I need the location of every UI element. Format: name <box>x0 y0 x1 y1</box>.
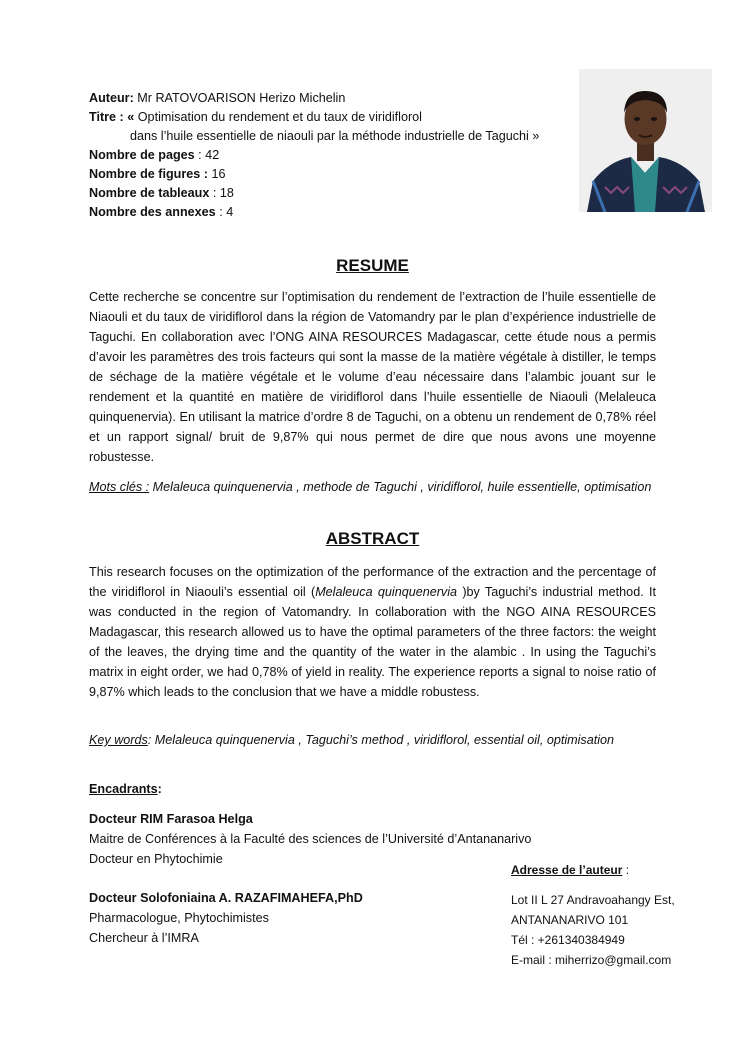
address-line-1: Lot II L 27 Andravoahangy Est, <box>511 893 675 907</box>
resume-keywords-text: Melaleuca quinquenervia , methode de Taguchi , viridiflorol, huile essentielle, optimisation <box>149 480 652 494</box>
encadrants-colon: : <box>157 782 162 796</box>
encadrants-heading <box>89 779 162 799</box>
author-label: Auteur: <box>89 91 134 105</box>
title-line <box>89 108 589 127</box>
supervisor-1-role: Maitre de Conférences à la Faculté des sciences de l’Université d’Antananarivo <box>89 832 532 846</box>
encadrants-title: Encadrants <box>89 782 158 796</box>
figures-label: Nombre de figures : <box>89 167 208 181</box>
pages-label: Nombre de pages <box>89 148 195 162</box>
address-title-suffix: : <box>622 863 630 877</box>
address-email: E-mail : miherrizo@gmail.com <box>511 953 672 967</box>
tables-line <box>89 184 589 203</box>
resume-heading: RESUME <box>336 256 409 275</box>
title-line-2: dans l’huile essentielle de niaouli par la méthode industrielle de Taguchi » <box>130 129 540 143</box>
pages-line <box>89 146 589 165</box>
abstract-heading: ABSTRACT <box>325 529 420 548</box>
abstract-keywords-text: : Melaleuca quinquenervia , Taguchi’s method , viridiflorol, essential oil, optimisation <box>147 733 615 747</box>
abstract-body-part-2: )by Taguchi’s industrial method. It was conducted in the region of Vatomandry. In collaboration with the NGO AINA RESOURCES Madagascar, this research allowed us to have the optimal parameters of the three factors: the weight of the leaves, the drying time and the quantity of the water in the alambic . In using the Taguchi’s matrix in eight order, we had 0,78% of yield in reality. The experience reports a signal to noise ratio of 9,87% which leads to the conclusion that we have a middle robustess. <box>89 585 656 699</box>
annexes-label: Nombre des annexes <box>89 205 216 219</box>
figures-value: 16 <box>207 167 226 181</box>
annexes-value: : 4 <box>215 205 234 219</box>
tables-label: Nombre de tableaux <box>89 186 210 200</box>
abstract-keywords-label: Key words <box>89 733 148 747</box>
abstract-body <box>89 562 656 702</box>
supervisor-1-title: Docteur en Phytochimie <box>89 852 223 866</box>
tables-value: : 18 <box>209 186 234 200</box>
address-line-2: ANTANANARIVO 101 <box>511 913 629 927</box>
author-address <box>511 890 711 970</box>
abstract-keywords <box>89 730 656 750</box>
author-line <box>89 89 589 108</box>
annexes-line <box>89 203 589 222</box>
address-phone: Tél : +261340384949 <box>511 933 625 947</box>
address-title: Adresse de l’auteur <box>511 863 623 877</box>
document-header <box>89 89 589 222</box>
supervisor-2-affiliation: Chercheur à l’IMRA <box>89 931 199 945</box>
resume-keywords <box>89 477 656 497</box>
author-portrait-image <box>579 69 712 212</box>
supervisor-2-role: Pharmacologue, Phytochimistes <box>89 911 269 925</box>
title-line-1: Optimisation du rendement et du taux de viridiflorol <box>134 110 422 124</box>
supervisor-1-name: Docteur RIM Farasoa Helga <box>89 812 253 826</box>
abstract-section <box>89 562 656 702</box>
resume-body: Cette recherche se concentre sur l’optimisation du rendement de l’extraction de l’huile essentielle de Niaouli et du taux de viridiflorol dans la région de Vatomandry par le plan d’expérience industrielle de Taguchi. En collaboration avec l’ONG AINA RESOURCES Madagascar, cette étude nous a permis d’avoir les paramètres des trois facteurs qui sont la masse de la matière végétale à distiller, le temps de séchage de la matière végétale et le volume d’eau nécessaire dans l’alambic jouant sur le rendement et la quantité en matière de viridiflorol dans l’huile essentielle de Niaouli (Melaleuca quinquenervia). En utilisant la matrice d’ordre 8 de Taguchi, on a obtenu un rendement de 0,78% réel et un rapport signal/ bruit de 9,87% qui nous permet de dire que nous avons une moyenne robustesse. <box>89 290 656 464</box>
resume-section <box>89 287 656 467</box>
abstract-body-italic: Melaleuca quinquenervia <box>315 585 458 599</box>
title-label: Titre : « <box>89 110 135 124</box>
author-address-heading <box>511 860 711 880</box>
supervisor-2-name: Docteur Solofoniaina A. RAZAFIMAHEFA,PhD <box>89 891 363 905</box>
author-photo <box>579 69 712 212</box>
resume-keywords-label: Mots clés : <box>89 480 150 494</box>
figures-line <box>89 165 589 184</box>
abstract-body-part-1: This research focuses on the optimization of the performance of the extraction and the percentage of the viridiflorol in Niaouli’s essential oil ( <box>89 565 656 599</box>
author-value: Mr RATOVOARISON Herizo Michelin <box>133 91 346 105</box>
pages-value: : 42 <box>194 148 220 162</box>
